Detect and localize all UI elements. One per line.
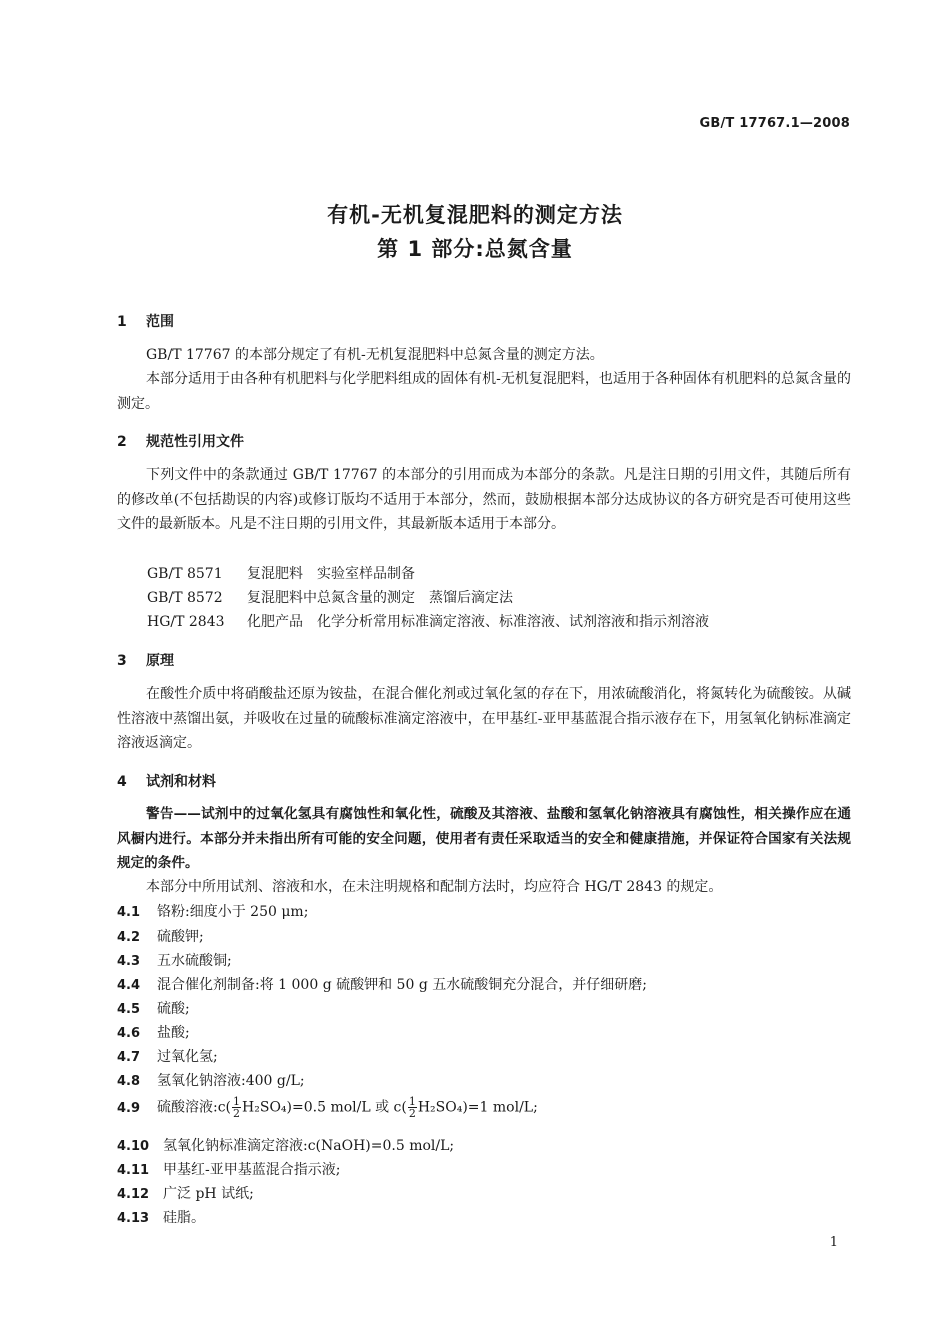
item-number: 4.2 — [117, 930, 141, 945]
page-number: 1 — [829, 1235, 838, 1250]
reference-entry — [147, 611, 709, 631]
item-text: 混合催化剂制备:将 1 000 g 硫酸钾和 50 g 五水硫酸铜充分混合，并仔细研磨; — [157, 977, 647, 993]
item-text: 过氧化氢; — [157, 1049, 218, 1065]
reference-code: HG/T 2843 — [147, 614, 225, 630]
section-number: 2 — [117, 434, 127, 450]
standard-code: GB/T 17767.1—2008 — [699, 116, 850, 131]
section-heading-normative-references — [117, 431, 244, 451]
item-number: 4.1 — [117, 905, 141, 920]
section-title: 规范性引用文件 — [146, 434, 244, 450]
item-number: 4.3 — [117, 954, 141, 969]
fraction-denominator: 2 — [408, 1107, 416, 1120]
item-number: 4.10 — [117, 1139, 150, 1154]
document-subtitle: 第 1 部分:总氮含量 — [377, 237, 573, 261]
item-number: 4.5 — [117, 1002, 141, 1017]
reagent-item — [117, 1022, 190, 1042]
reference-subtitle: 蒸馏后滴定法 — [429, 590, 513, 606]
item-text: 广泛 pH 试纸; — [163, 1186, 254, 1202]
reference-code: GB/T 8572 — [147, 590, 223, 606]
item-text: 硫酸溶液:c( — [157, 1099, 232, 1116]
item-number: 4.6 — [117, 1026, 141, 1041]
fraction-numerator: 1 — [408, 1095, 416, 1108]
item-text: 硫酸; — [157, 1001, 190, 1017]
item-number: 4.12 — [117, 1187, 150, 1202]
reference-code: GB/T 8571 — [147, 566, 223, 582]
reagent-item — [117, 1207, 205, 1227]
reagent-item — [117, 1135, 454, 1155]
item-text: 盐酸; — [157, 1025, 190, 1041]
reference-title: 复混肥料 — [247, 566, 303, 582]
fraction-denominator: 2 — [233, 1107, 241, 1120]
section-title: 范围 — [146, 314, 174, 330]
paragraph: 在酸性介质中将硝酸盐还原为铵盐，在混合催化剂或过氧化氢的存在下，用浓硫酸消化，将氮转化为硫酸铵。从碱性溶液中蒸馏出氨，并吸收在过量的硫酸标准滴定溶液中，在甲基红-亚甲基蓝混合指示液存在下，用氢氧化钠标准滴定溶液返滴定。 — [117, 686, 851, 751]
item-number: 4.11 — [117, 1163, 150, 1178]
reagent-item — [117, 901, 308, 921]
section-title: 原理 — [146, 653, 174, 669]
item-text: 五水硫酸铜; — [157, 953, 232, 969]
reference-title: 化肥产品 — [247, 614, 303, 630]
paragraph: 本部分适用于由各种有机肥料与化学肥料组成的固体有机-无机复混肥料，也适用于各种固体有机肥料的总氮含量的测定。 — [117, 371, 851, 412]
item-text: 氢氧化钠标准滴定溶液:c(NaOH)=0.5 mol/L; — [163, 1138, 455, 1154]
section-number: 3 — [117, 653, 127, 669]
reagent-item — [117, 1183, 254, 1203]
item-text: H₂SO₄)=0.5 mol/L 或 c( — [242, 1099, 407, 1116]
reagent-item — [117, 1046, 218, 1066]
paragraph: 下列文件中的条款通过 GB/T 17767 的本部分的引用而成为本部分的条款。凡是注日期的引用文件，其随后所有的修改单(不包括勘误的内容)或修订版均不适用于本部分，然而，鼓励根据本部分达成协议的各方研究是否可使用这些文件的最新版本。凡是不注日期的引用文件，其最新版本适用于本部分。 — [117, 467, 851, 532]
reference-subtitle: 实验室样品制备 — [317, 566, 415, 582]
item-text: 氢氧化钠溶液:400 g/L; — [157, 1073, 305, 1089]
reagent-item — [117, 950, 232, 970]
section-heading-scope — [117, 311, 174, 331]
item-number: 4.4 — [117, 978, 141, 993]
fraction — [408, 1096, 417, 1119]
section-number: 1 — [117, 314, 127, 330]
item-number: 4.9 — [117, 1100, 141, 1116]
reference-title: 复混肥料中总氮含量的测定 — [247, 590, 415, 606]
item-number: 4.8 — [117, 1074, 141, 1089]
warning-paragraph: 警告——试剂中的过氧化氢具有腐蚀性和氧化性，硫酸及其溶液、盐酸和氢氧化钠溶液具有腐蚀性，相关操作应在通风橱内进行。本部分并未指出所有可能的安全问题，使用者有责任采取适当的安全和健康措施，并保证符合国家有关法规规定的条件。 — [117, 806, 851, 871]
paragraph: GB/T 17767 的本部分规定了有机-无机复混肥料中总氮含量的测定方法。 — [146, 347, 604, 363]
section-title: 试剂和材料 — [146, 774, 216, 790]
item-text: 硫酸钾; — [157, 929, 204, 945]
item-number: 4.7 — [117, 1050, 141, 1065]
item-number: 4.13 — [117, 1211, 150, 1226]
document-title: 有机-无机复混肥料的测定方法 — [327, 203, 623, 227]
reference-subtitle: 化学分析常用标准滴定溶液、标准溶液、试剂溶液和指示剂溶液 — [317, 614, 709, 630]
item-text: 硅脂。 — [163, 1210, 205, 1226]
reagent-item — [117, 998, 190, 1018]
reagent-item — [117, 974, 647, 994]
section-heading-principle — [117, 650, 174, 670]
item-text: H₂SO₄)=1 mol/L; — [417, 1099, 538, 1116]
reagent-item — [117, 1159, 340, 1179]
reagent-item — [117, 1070, 305, 1090]
reagent-item — [117, 1096, 538, 1119]
reference-entry — [147, 563, 415, 583]
paragraph: 本部分中所用试剂、溶液和水，在未注明规格和配制方法时，均应符合 HG/T 2843 的规定。 — [146, 879, 723, 895]
item-text: 甲基红-亚甲基蓝混合指示液; — [163, 1162, 341, 1178]
section-number: 4 — [117, 774, 127, 790]
reagent-item — [117, 926, 204, 946]
fraction — [232, 1096, 241, 1119]
fraction-numerator: 1 — [233, 1095, 241, 1108]
reference-entry — [147, 587, 513, 607]
item-text: 铬粉:细度小于 250 μm; — [157, 904, 309, 920]
section-heading-reagents — [117, 771, 216, 791]
